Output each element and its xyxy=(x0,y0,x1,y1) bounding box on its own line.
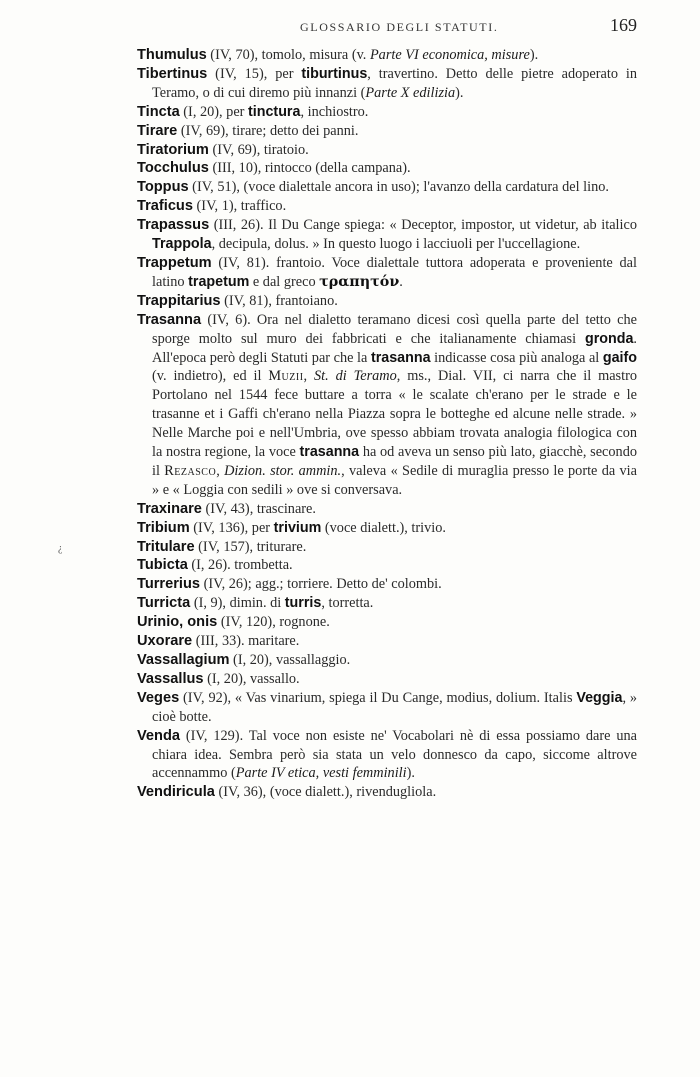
entry-citation: (IV, 36), xyxy=(214,784,270,801)
entry-citation: (I, 20), xyxy=(229,652,276,668)
entry-citation: (IV, 69), xyxy=(177,122,233,139)
entry-lemma: Turrerius xyxy=(137,576,200,593)
entry-text: Il Du Cange spiega: « Deceptor, impostor, ut videtur, ab italico xyxy=(268,217,637,234)
glossary-entry xyxy=(137,197,637,216)
glossary-entry xyxy=(137,613,637,632)
entry-italic: Dizion. stor. ammin. xyxy=(224,462,342,479)
glossary-entry xyxy=(137,670,637,689)
glossary-entry xyxy=(137,159,637,178)
entry-lemma: Tincta xyxy=(137,103,180,120)
entry-text: per xyxy=(275,65,302,82)
entry-citation: (IV, 26); xyxy=(200,576,256,593)
entry-text: rintocco (della campana). xyxy=(264,160,411,177)
entry-text: ha od aveva un senso più lato, giacchè, secondo il xyxy=(152,444,637,479)
entry-text: Ora nel dialetto teramano dicesi così quella parte del tetto che sporge molto sul muro dei fabbricati e che italianamente chiamasi xyxy=(152,311,637,347)
entry-lemma: Urinio, onis xyxy=(137,614,218,631)
entry-text: per xyxy=(251,519,274,536)
entry-text: rognone. xyxy=(279,614,330,631)
running-head: GLOSSARIO DEGLI STATUTI. xyxy=(300,20,499,34)
entry-citation: (IV, 51), xyxy=(188,179,244,196)
entry-text: maritare. xyxy=(248,633,300,650)
entry-lemma: Trapassus xyxy=(137,217,210,234)
entry-citation: (III, 26). xyxy=(209,217,269,234)
entry-keyword: trapetum xyxy=(188,273,250,290)
entry-lemma: Tibertinus xyxy=(137,65,208,82)
glossary-entry xyxy=(137,519,637,538)
entry-lemma: Veges xyxy=(137,689,180,706)
entry-citation: (IV, 70), xyxy=(206,47,262,63)
entry-citation: (IV, 43), xyxy=(201,500,257,517)
glossary-entry xyxy=(137,538,637,557)
glossary-entry xyxy=(137,216,637,254)
entry-text: vassallaggio. xyxy=(275,652,351,668)
entry-citation: (IV, 129). xyxy=(180,727,249,744)
entry-keyword: gronda xyxy=(584,330,634,347)
entry-smallcaps: Rezasco xyxy=(164,462,217,479)
entry-citation: (IV, 15), xyxy=(207,65,276,82)
page-number: 169 xyxy=(610,15,637,35)
entry-text: trombetta. xyxy=(234,557,293,574)
entry-italic: Parte X edilizia xyxy=(365,84,456,101)
entry-text: , ms., Dial. VII, ci narra che il mastro Portolano nel 1544 fece buttare a torra « le scalate ch'erano per le strade e le trasanne et i Gaffi ch'erano nella Piazza sopra le botteghe ed alcune nelle strade. » Nelle Marche poi e nell'Umbria, ove spesso abbiam trovata analogia filologica con la nostra regione, la voce xyxy=(152,368,638,461)
glossary-entry xyxy=(137,594,637,613)
entry-text: e dal greco xyxy=(249,273,320,290)
entry-text: vassallo. xyxy=(250,670,300,687)
entry-keyword: tinctura xyxy=(248,103,301,120)
entry-text: tiratoio. xyxy=(263,141,309,158)
entry-lemma: Vassallagium xyxy=(137,652,230,668)
entry-italic: Parte VI economica, misure xyxy=(369,47,530,63)
entry-keyword: Veggia xyxy=(576,689,623,706)
entry-text: , xyxy=(303,368,315,385)
entry-lemma: Vendiricula xyxy=(137,784,215,801)
entry-text: tomolo, misura (v. xyxy=(261,47,370,63)
glossary-entry xyxy=(137,292,637,311)
entry-lemma: Tritulare xyxy=(137,538,195,555)
entry-citation: (IV, 120), xyxy=(217,614,280,631)
entry-lemma: Traxinare xyxy=(137,500,202,517)
entry-text: (voce dialett.), rivendugliola. xyxy=(269,784,437,801)
entry-keyword: Trappola xyxy=(152,236,212,253)
entry-citation: (IV, 92), xyxy=(179,689,235,706)
entry-text: , torretta. xyxy=(321,595,374,612)
entry-keyword: gaifo xyxy=(602,349,637,366)
entry-citation: (IV, 81). xyxy=(211,254,277,271)
entry-lemma: Tocchulus xyxy=(137,160,209,177)
glossary-entry xyxy=(137,783,637,802)
glossary-entry xyxy=(137,311,637,500)
entry-text: indicasse cosa più analoga al xyxy=(430,349,603,366)
entry-text: ). xyxy=(455,84,464,101)
entry-lemma: Venda xyxy=(137,727,180,744)
entry-lemma: Tiratorium xyxy=(137,141,209,158)
entry-lemma: Trappitarius xyxy=(137,292,221,309)
entry-citation: (IV, 81), xyxy=(220,292,276,309)
entry-lemma: Traficus xyxy=(137,198,193,215)
entry-text: . xyxy=(399,273,403,290)
entry-citation: (IV, 69), xyxy=(208,141,264,158)
entry-text: , valeva « Sedile di muraglia presso le porte da via » e « Loggia con sedili » ove si conversava. xyxy=(152,462,637,498)
margin-mark: ¿ xyxy=(58,543,63,554)
entry-lemma: Trappetum xyxy=(137,254,212,271)
entry-citation: (I, 26). xyxy=(187,557,235,574)
entry-citation: (IV, 1), xyxy=(192,198,241,215)
entry-citation: (IV, 136), xyxy=(189,519,252,536)
entry-text: triturare. xyxy=(256,538,307,555)
entry-text: frantoiano. xyxy=(275,292,338,309)
entry-text: ). xyxy=(406,765,415,782)
entry-text: , » cioè botte. xyxy=(152,689,637,725)
entry-lemma: Turricta xyxy=(137,595,191,612)
entry-text: ). xyxy=(529,47,539,63)
entry-italic: St. di Teramo xyxy=(314,368,397,385)
entry-text: per xyxy=(226,103,249,120)
entry-italic: Parte IV etica, vesti femminili xyxy=(235,765,407,782)
entry-citation: (I, 20), xyxy=(203,670,250,687)
entry-text: , travertino. Detto delle pietre adoperato in Teramo, o di cui diremo più innanzi ( xyxy=(152,65,637,101)
entry-text: trascinare. xyxy=(256,500,316,517)
entry-lemma: Toppus xyxy=(137,179,189,196)
entry-text: (v. indietro), ed il xyxy=(152,368,269,385)
entry-text: « Vas vinarium, spiega il Du Cange, modius, dolium. Italis xyxy=(234,689,577,706)
entry-text: (voce dialettale ancora in uso); l'avanzo della cardatura del lino. xyxy=(243,179,609,196)
glossary-entry xyxy=(137,46,637,65)
glossary-entry xyxy=(137,556,637,575)
glossary-entry xyxy=(137,651,637,670)
glossary-entry xyxy=(137,103,637,122)
glossary-entry xyxy=(137,500,637,519)
glossary-entry xyxy=(137,122,637,141)
entry-text: tirare; detto dei panni. xyxy=(232,122,359,139)
entry-text: , inchiostro. xyxy=(300,103,369,120)
entry-text: , xyxy=(216,462,225,479)
entry-citation: (III, 10), xyxy=(208,160,265,177)
entry-lemma: Tribium xyxy=(137,519,190,536)
entry-greek: τραπητόν xyxy=(319,273,400,290)
glossary-entries xyxy=(137,46,637,802)
entry-citation: (IV, 6). xyxy=(201,311,257,328)
entry-text: dimin. di xyxy=(229,595,285,612)
entry-text: (voce dialett.), trivio. xyxy=(321,519,446,536)
entry-text: Tal voce non esiste ne' Vocabolari nè di essa possiamo dare una chiara idea. Sembra però sia stata un velo donnesco da capo, siccome altrove accennammo ( xyxy=(152,727,638,782)
glossary-entry xyxy=(137,178,637,197)
entry-text: frantoio. Voce dialettale tuttora adoperata e proveniente dal latino xyxy=(152,254,638,290)
entry-text: , decipula, dolus. » In questo luogo i lacciuoli per l'uccellagione. xyxy=(211,236,581,253)
glossary-entry xyxy=(137,632,637,651)
entry-text: . All'epoca però degli Statuti par che la xyxy=(152,330,637,366)
entry-citation: (IV, 157), xyxy=(194,538,257,555)
entry-keyword: tiburtinus xyxy=(301,65,368,82)
entry-citation: (I, 20), xyxy=(179,103,227,120)
entry-citation: (III, 33). xyxy=(192,633,249,650)
entry-lemma: Tirare xyxy=(137,122,178,139)
entry-lemma: Uxorare xyxy=(137,633,193,650)
entry-lemma: Trasanna xyxy=(137,311,202,328)
glossary-entry xyxy=(137,65,637,103)
glossary-entry xyxy=(137,141,637,160)
entry-keyword: turris xyxy=(284,595,322,612)
entry-lemma: Thumulus xyxy=(137,47,207,63)
glossary-entry xyxy=(137,254,637,292)
entry-lemma: Tubicta xyxy=(137,557,188,574)
glossary-entry xyxy=(137,689,637,727)
entry-keyword: trasanna xyxy=(370,349,431,366)
entry-text: traffico. xyxy=(240,198,287,215)
entry-lemma: Vassallus xyxy=(137,670,204,687)
entry-keyword: trivium xyxy=(273,519,322,536)
entry-citation: (I, 9), xyxy=(190,595,230,612)
glossary-entry xyxy=(137,727,637,784)
entry-keyword: trasanna xyxy=(299,444,360,461)
glossary-entry xyxy=(137,575,637,594)
entry-smallcaps: Muzii xyxy=(268,368,304,385)
entry-text: agg.; torriere. Detto de' colombi. xyxy=(255,576,442,593)
